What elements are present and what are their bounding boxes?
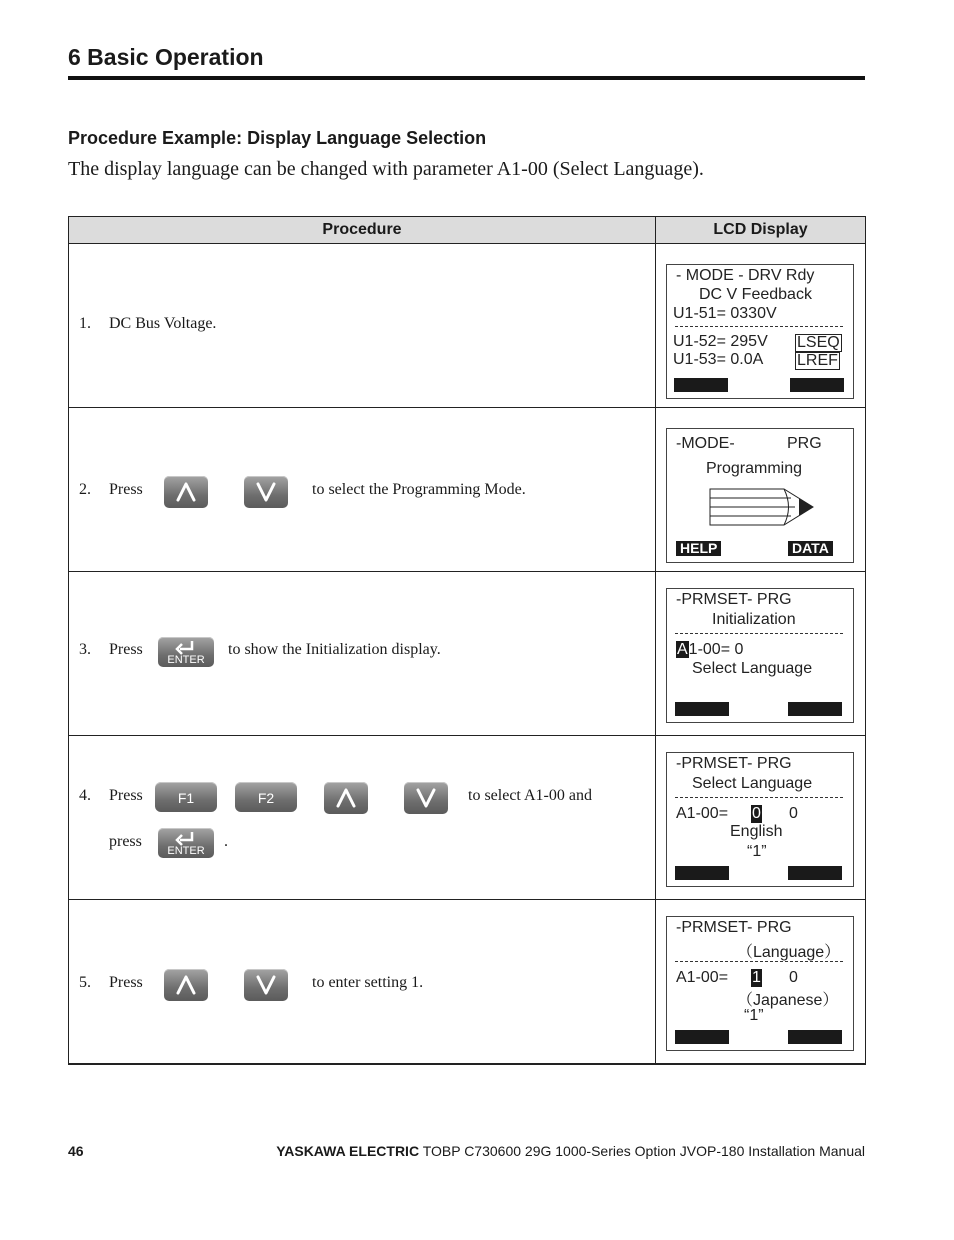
step-press: Press (109, 787, 143, 804)
procedure-cell (69, 736, 656, 900)
lcd-line: Select Language (692, 660, 813, 677)
footer-text (276, 1143, 865, 1159)
lcd-line: U1-51= 0330V (673, 305, 777, 322)
lcd-softkey-right (788, 702, 842, 716)
lcd-cell (656, 900, 866, 1065)
procedure-cell (69, 572, 656, 736)
lcd-divider (675, 633, 843, 634)
lcd-line: A1-00= 0 (677, 641, 744, 658)
lcd-line: 0 (789, 805, 798, 822)
enter-key[interactable] (158, 828, 214, 858)
lcd-line: 0 (789, 969, 798, 986)
up-key[interactable] (164, 969, 208, 1001)
lcd-softkey-right (788, 1030, 842, 1044)
f1-key[interactable] (155, 782, 217, 812)
down-arrow-icon (244, 969, 288, 1001)
step-text: to show the Initialization display. (228, 641, 441, 658)
lref-indicator: LREF (797, 352, 838, 369)
section-title: 6 Basic Operation (68, 44, 264, 70)
enter-label: ENTER (167, 845, 205, 857)
up-arrow-icon (324, 782, 368, 814)
step-text-end: . (224, 833, 228, 850)
lcd-divider (675, 797, 843, 798)
up-key[interactable] (164, 476, 208, 508)
table-row (69, 408, 866, 572)
step-number: 2. (79, 481, 91, 498)
table-row (69, 736, 866, 900)
lcd-cursor: 1 (752, 969, 761, 986)
step-number: 1. (79, 315, 91, 332)
up-arrow-icon (164, 476, 208, 508)
procedure-cell (69, 408, 656, 572)
lcd-line: English (730, 823, 783, 840)
table-row (69, 900, 866, 1065)
page-number: 46 (68, 1143, 84, 1159)
lcd-display (666, 752, 854, 887)
lcd-cell (656, 736, 866, 900)
header-lcd-display: LCD Display (656, 217, 866, 244)
table-row (69, 244, 866, 408)
step-text: to enter setting 1. (312, 974, 424, 991)
section-rule (68, 76, 865, 80)
step-text: to select the Programming Mode. (312, 481, 526, 498)
up-key[interactable] (324, 782, 368, 814)
procedure-table (68, 216, 866, 1065)
lcd-softkey-right (788, 866, 842, 880)
lseq-indicator: LSEQ (797, 334, 840, 351)
lcd-softkey-left (675, 1030, 729, 1044)
step-press: Press (109, 974, 143, 991)
help-softkey: HELP (676, 541, 721, 556)
lcd-softkey-left (674, 378, 728, 392)
lcd-line: （Language） (737, 944, 841, 961)
f1-label: F1 (177, 790, 195, 806)
step-number: 5. (79, 974, 91, 991)
procedure-cell (69, 244, 656, 408)
step-number: 3. (79, 641, 91, 658)
lcd-line: Select Language (692, 775, 813, 792)
down-key[interactable] (244, 476, 288, 508)
lcd-cursor: A (677, 641, 688, 658)
step-number: 4. (79, 787, 91, 804)
lcd-line: “1” (744, 1007, 764, 1024)
up-arrow-icon (164, 969, 208, 1001)
lcd-line: DC V Feedback (699, 286, 812, 303)
lcd-cursor: 0 (752, 805, 761, 822)
down-arrow-icon (244, 476, 288, 508)
lcd-divider (675, 326, 843, 327)
header-procedure: Procedure (69, 217, 656, 244)
footer-manual: TOBP C730600 29G 1000-Series Option JVOP-180 Installation Manual (419, 1143, 865, 1159)
lcd-line: “1” (747, 843, 767, 860)
down-key[interactable] (244, 969, 288, 1001)
lcd-line: PRG (787, 435, 822, 452)
lcd-line: U1-53= 0.0A (673, 351, 764, 368)
lcd-line: -PRMSET- PRG (676, 919, 792, 936)
procedure-cell (69, 900, 656, 1065)
lcd-cell (656, 244, 866, 408)
lcd-display (666, 588, 854, 723)
enter-key[interactable] (158, 637, 214, 667)
f2-key[interactable] (235, 782, 297, 812)
step-text: to select A1-00 and (468, 787, 592, 804)
lcd-line: （Japanese） (737, 992, 839, 1009)
footer-brand: YASKAWA ELECTRIC (276, 1143, 420, 1159)
down-key[interactable] (404, 782, 448, 814)
lcd-line: U1-52= 295V (673, 333, 768, 350)
pencil-icon (709, 487, 819, 527)
lcd-cell (656, 408, 866, 572)
data-softkey: DATA (788, 541, 833, 556)
lcd-softkey-left (675, 702, 729, 716)
f2-label: F2 (257, 790, 275, 806)
enter-label: ENTER (167, 654, 205, 666)
lcd-divider (675, 961, 843, 962)
lcd-display (666, 428, 854, 563)
lcd-softkey-left (675, 866, 729, 880)
step-press: Press (109, 641, 143, 658)
table-row (69, 572, 866, 736)
lcd-display (666, 264, 854, 399)
lcd-softkey-right (790, 378, 844, 392)
lcd-line: Initialization (712, 611, 796, 628)
lcd-line: -PRMSET- PRG (676, 755, 792, 772)
step-press: press (109, 833, 142, 850)
lcd-line: A1-00= (676, 805, 729, 822)
lcd-display (666, 916, 854, 1051)
lcd-line: -MODE- (676, 435, 735, 452)
lcd-line: Programming (706, 460, 803, 477)
lcd-cell (656, 572, 866, 736)
procedure-title: Procedure Example: Display Language Selection (68, 128, 487, 148)
step-press: Press (109, 481, 143, 498)
down-arrow-icon (404, 782, 448, 814)
lcd-line: A1-00= (676, 969, 729, 986)
intro-text: The display language can be changed with parameter A1-00 (Select Language). (68, 158, 704, 180)
lcd-line: - MODE - DRV Rdy (676, 267, 815, 284)
lcd-line: -PRMSET- PRG (676, 591, 792, 608)
step-text: DC Bus Voltage. (109, 315, 217, 332)
